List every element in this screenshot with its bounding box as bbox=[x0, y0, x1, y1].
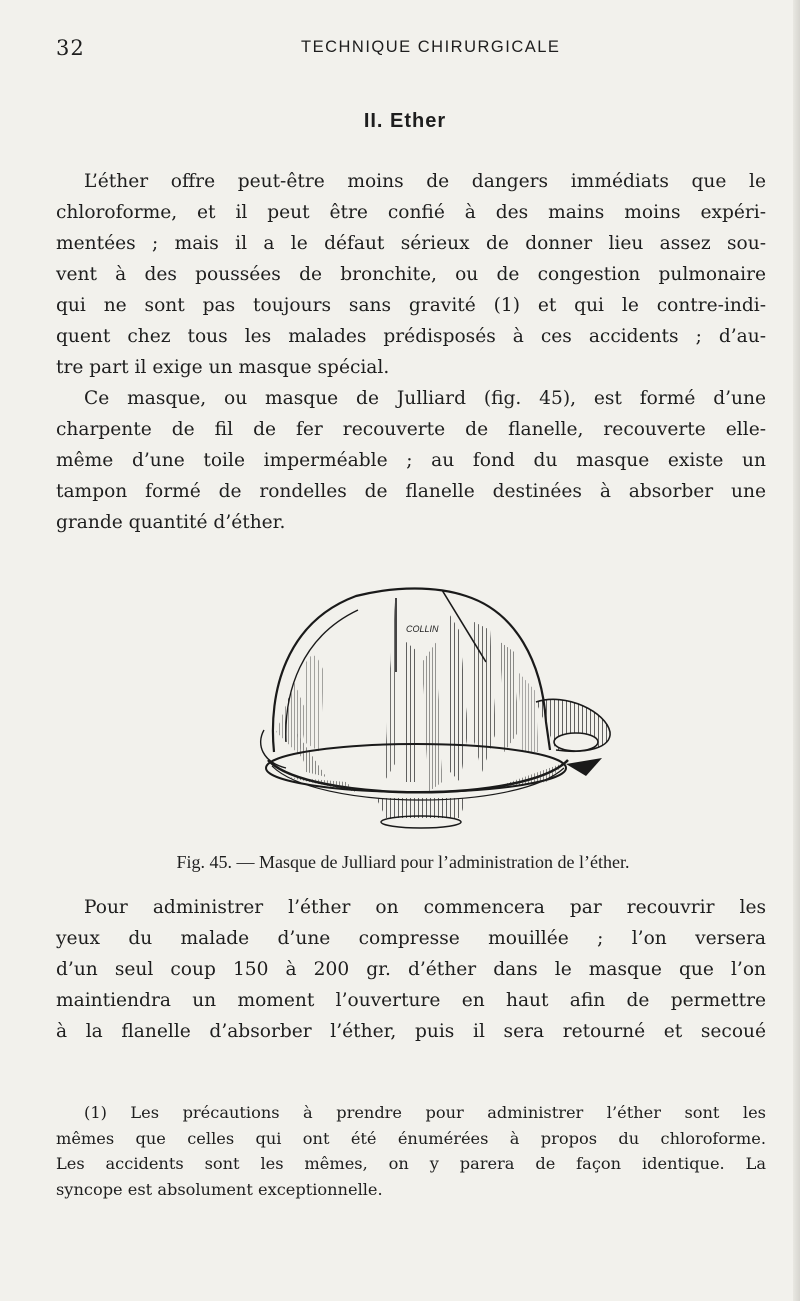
footnote bbox=[56, 1100, 766, 1202]
text-line: yeux du malade d’une compresse mouillée ; l’on versera bbox=[56, 928, 766, 949]
section-title: II. Ether bbox=[363, 110, 447, 132]
page-header bbox=[56, 36, 756, 64]
figure-caption: Fig. 45. — Masque de Julliard pour l’administration de l’éther. bbox=[176, 852, 630, 872]
text-line: à la flanelle d’absorber l’éther, puis il sera retourné et secoué bbox=[56, 1021, 766, 1042]
text-line: charpente de fil de fer recouverte de flanelle, recouverte elle- bbox=[56, 419, 766, 440]
text-line: vent à des poussées de bronchite, ou de congestion pulmonaire bbox=[56, 264, 766, 285]
paragraph-ether-intro bbox=[56, 166, 766, 383]
text-line: maintiendra un moment l’ouverture en haut afin de permettre bbox=[56, 990, 766, 1011]
page-number: 32 bbox=[56, 36, 85, 60]
text-line: même d’une toile imperméable ; au fond du masque existe un bbox=[56, 450, 766, 471]
text-line: qui ne sont pas toujours sans gravité (1) et qui le contre-indi- bbox=[56, 295, 766, 316]
text-line: chloroforme, et il peut être confié à des mains moins expéri- bbox=[56, 202, 766, 223]
text-line: tampon formé de rondelles de flanelle destinées à absorber une bbox=[56, 481, 766, 502]
paragraph-administration bbox=[56, 892, 766, 1047]
text-line: tre part il exige un masque spécial. bbox=[56, 357, 390, 378]
footnote-line: syncope est absolument exceptionnelle. bbox=[56, 1179, 383, 1199]
figure-julliard-mask bbox=[176, 582, 630, 872]
text-line: mentées ; mais il a le défaut sérieux de donner lieu assez sou- bbox=[56, 233, 766, 254]
engraved-label: COLLIN bbox=[406, 624, 439, 634]
paragraph-mask-description bbox=[56, 383, 766, 538]
text-line: quent chez tous les malades prédisposés à ces accidents ; d’au- bbox=[56, 326, 766, 347]
running-head: TECHNIQUE CHIRURGICALE bbox=[301, 38, 561, 56]
footnote-line: mêmes que celles qui ont été énumérées à propos du chloroforme. bbox=[56, 1128, 766, 1148]
footnote-line: (1) Les précautions à prendre pour administrer l’éther sont les bbox=[84, 1103, 766, 1122]
text-line: grande quantité d’éther. bbox=[56, 512, 286, 533]
text-line: Pour administrer l’éther on commencera par recouvrir les bbox=[84, 897, 766, 918]
text-line: L’éther offre peut-être moins de dangers immédiats que le bbox=[84, 171, 766, 192]
text-line: Ce masque, ou masque de Julliard (fig. 45), est formé d’une bbox=[84, 388, 766, 409]
footnote-line: Les accidents sont les mêmes, on y parera de façon identique. La bbox=[56, 1154, 766, 1173]
text-line: d’un seul coup 150 à 200 gr. d’éther dans le masque que l’on bbox=[56, 959, 766, 980]
julliard-mask-illustration bbox=[246, 582, 622, 838]
page-edge-shadow bbox=[793, 0, 800, 1301]
